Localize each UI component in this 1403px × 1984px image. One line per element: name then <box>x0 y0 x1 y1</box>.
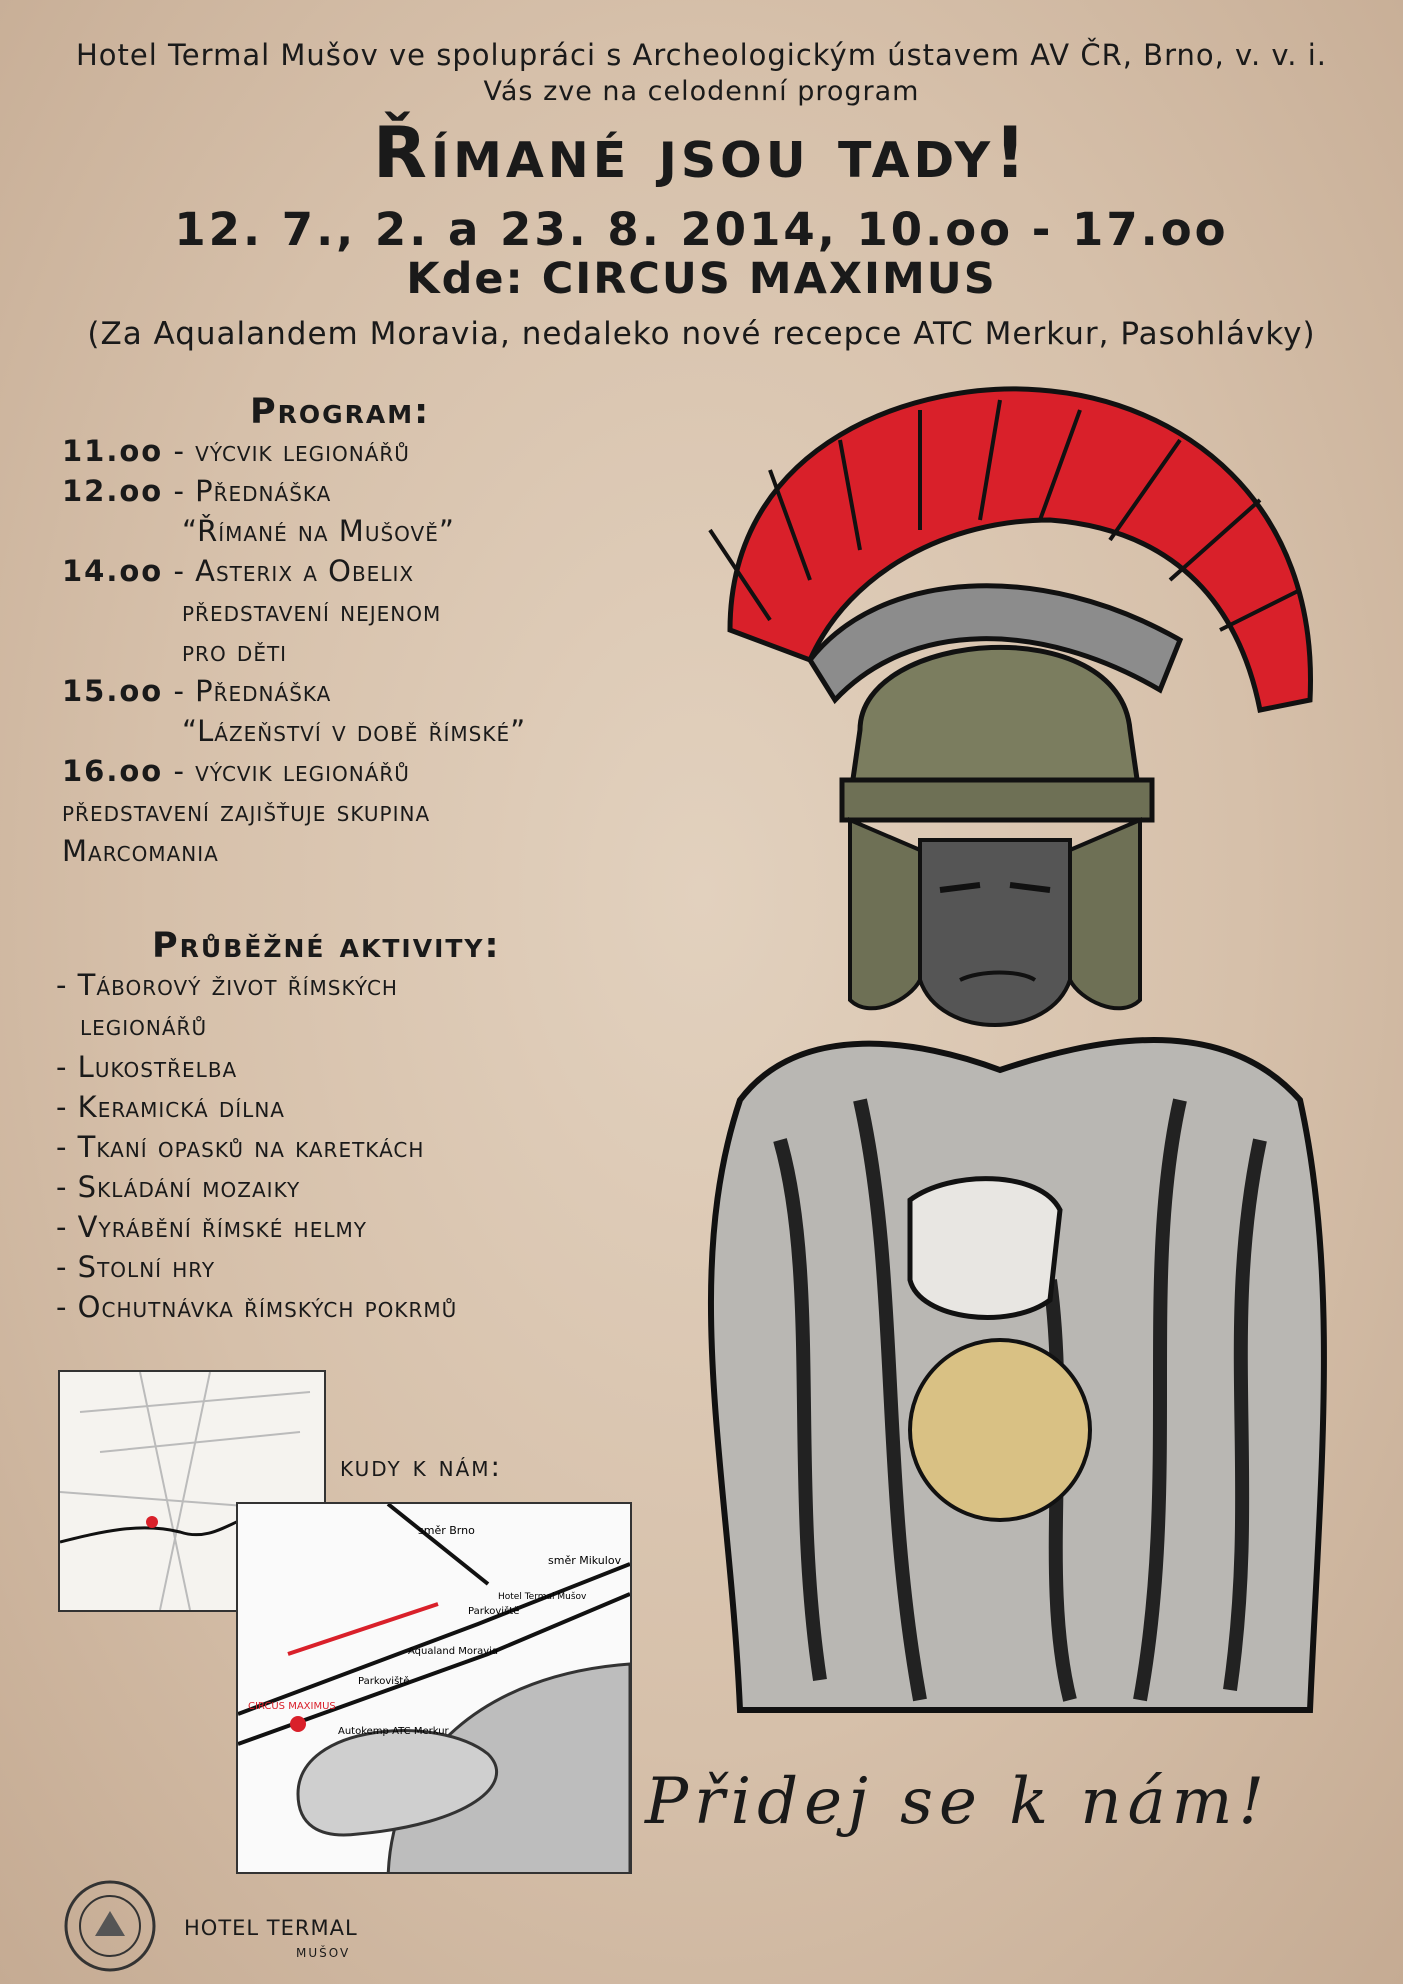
event-dates: 12. 7., 2. a 23. 8. 2014, 10.oo - 17.oo <box>174 203 1229 256</box>
program-item <box>62 674 331 708</box>
program-time: 14.oo <box>62 554 164 588</box>
map-label-parking: Parkoviště <box>358 1676 410 1687</box>
call-to-action: Přidej se k nám! <box>645 1765 1271 1839</box>
map-label-brno: směr Brno <box>418 1524 475 1537</box>
invite-line: Vás zve na celodenní program <box>483 76 920 107</box>
program-item <box>62 554 414 588</box>
hotel-logo-sub: MUŠOV <box>296 1946 351 1960</box>
activity-item: - Vyrábění římské helmy <box>56 1210 367 1244</box>
program-heading: Program: <box>250 392 431 432</box>
program-time: 11.oo <box>62 434 164 468</box>
location-note: (Za Aqualandem Moravia, nedaleko nové recepce ATC Merkur, Pasohlávky) <box>87 316 1316 352</box>
footer-logos <box>60 1876 460 1976</box>
program-time: 15.oo <box>62 674 164 708</box>
program-item <box>62 474 331 508</box>
route-label: kudy k nám: <box>340 1450 502 1483</box>
activity-item: - Táborový život římských <box>56 968 398 1002</box>
map-label-circus: CIRCUS MAXIMUS <box>248 1701 336 1712</box>
program-item-cont: pro děti <box>182 634 288 668</box>
map-label-aqualand: Aqualand Moravia <box>408 1646 499 1657</box>
activity-item: - Keramická dílna <box>56 1090 285 1124</box>
map-label-mikulov: směr Mikulov <box>548 1554 622 1567</box>
program-text: - Přednáška <box>173 674 332 708</box>
activity-item: - Tkaní opasků na karetkách <box>56 1130 425 1164</box>
program-item <box>62 754 410 788</box>
institute-seal <box>60 1876 160 1976</box>
activity-item: - Lukostřelba <box>56 1050 238 1084</box>
program-text: - výcvik legionářů <box>173 434 410 468</box>
program-time: 12.oo <box>62 474 164 508</box>
program-item <box>62 434 410 468</box>
poster-title: Římané jsou tady! <box>372 112 1031 194</box>
activity-item: - Stolní hry <box>56 1250 216 1284</box>
program-item-cont: “Římané na Mušově” <box>182 514 455 548</box>
organizer-line: Hotel Termal Mušov ve spolupráci s Archeologickým ústavem AV ČR, Brno, v. v. i. <box>75 38 1328 72</box>
detail-map <box>236 1502 632 1874</box>
activity-item: - Ochutnávka římských pokrmů <box>56 1290 458 1324</box>
program-text: - Přednáška <box>173 474 332 508</box>
program-time: 16.oo <box>62 754 164 788</box>
activities-heading: Průběžné aktivity: <box>152 926 501 966</box>
program-item-cont: “Lázeňství v době římské” <box>182 714 527 748</box>
map-label-parking: Parkoviště <box>468 1606 520 1617</box>
activity-item: - Skládání mozaiky <box>56 1170 301 1204</box>
program-note: představení zajišťuje skupina <box>62 794 431 828</box>
venue: Kde: CIRCUS MAXIMUS <box>406 254 997 304</box>
hotel-logo: HOTEL TERMAL <box>184 1916 358 1940</box>
map-label-camp: Autokemp ATC Merkur <box>338 1726 449 1737</box>
program-note: Marcomania <box>62 834 219 868</box>
program-text: - výcvik legionářů <box>173 754 410 788</box>
program-item-cont: představení nejenom <box>182 594 442 628</box>
roman-soldier-illustration <box>620 380 1400 1760</box>
program-text: - Asterix a Obelix <box>173 554 415 588</box>
map-label-hotel: Hotel Termal Mušov <box>498 1592 587 1602</box>
activity-item: legionářů <box>80 1008 208 1042</box>
detail-map-graphic <box>238 1504 630 1872</box>
